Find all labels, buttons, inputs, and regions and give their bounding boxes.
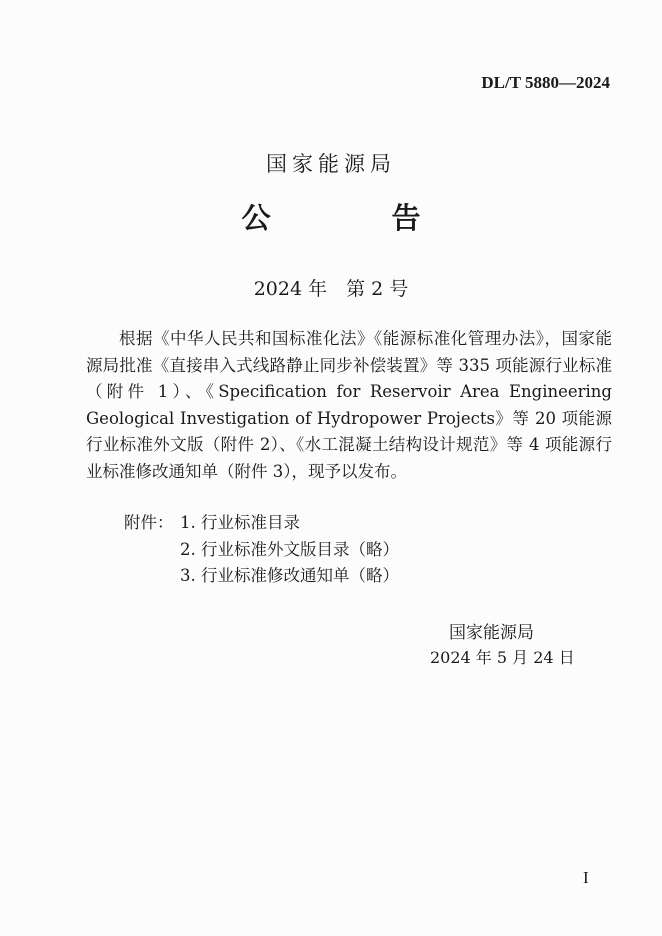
- attachment-item: 1. 行业标准目录: [180, 513, 300, 532]
- signature-date: 2024 年 5 月 24 日: [430, 648, 575, 667]
- announcement-body: [86, 326, 612, 485]
- attachment-row: [124, 563, 524, 590]
- standard-code: DL/T 5880—2024: [481, 73, 610, 92]
- document-type-heading: 公 告: [241, 201, 467, 235]
- attachments-label: 附件：: [124, 513, 174, 532]
- issuing-authority-heading: 国家能源局: [266, 152, 396, 176]
- page-number: I: [583, 868, 589, 887]
- attachment-item: 2. 行业标准外文版目录（略）: [180, 539, 399, 559]
- body-paragraph: 根据《中华人民共和国标准化法》《能源标准化管理办法》，国家能源局批准《直接串入式线路静止同步补偿装置》等 335 项能源行业标准（附件 1）、《Specification for Reservoir Area Engineering Geological Investigation of Hydropower Projects》等 20 项能源行业标准外文版（附件 2）、《水工混凝土结构设计规范》等 4 项能源行业标准修改通知单（附件 3），现予以发布。: [86, 329, 612, 481]
- attachment-row: [124, 510, 524, 537]
- attachment-item: 3. 行业标准修改通知单（略）: [180, 566, 399, 585]
- announcement-number: 2024 年 第 2 号: [253, 278, 409, 300]
- attachment-row: [124, 537, 524, 564]
- attachments-list: [124, 510, 524, 590]
- signature-issuer: 国家能源局: [449, 623, 534, 643]
